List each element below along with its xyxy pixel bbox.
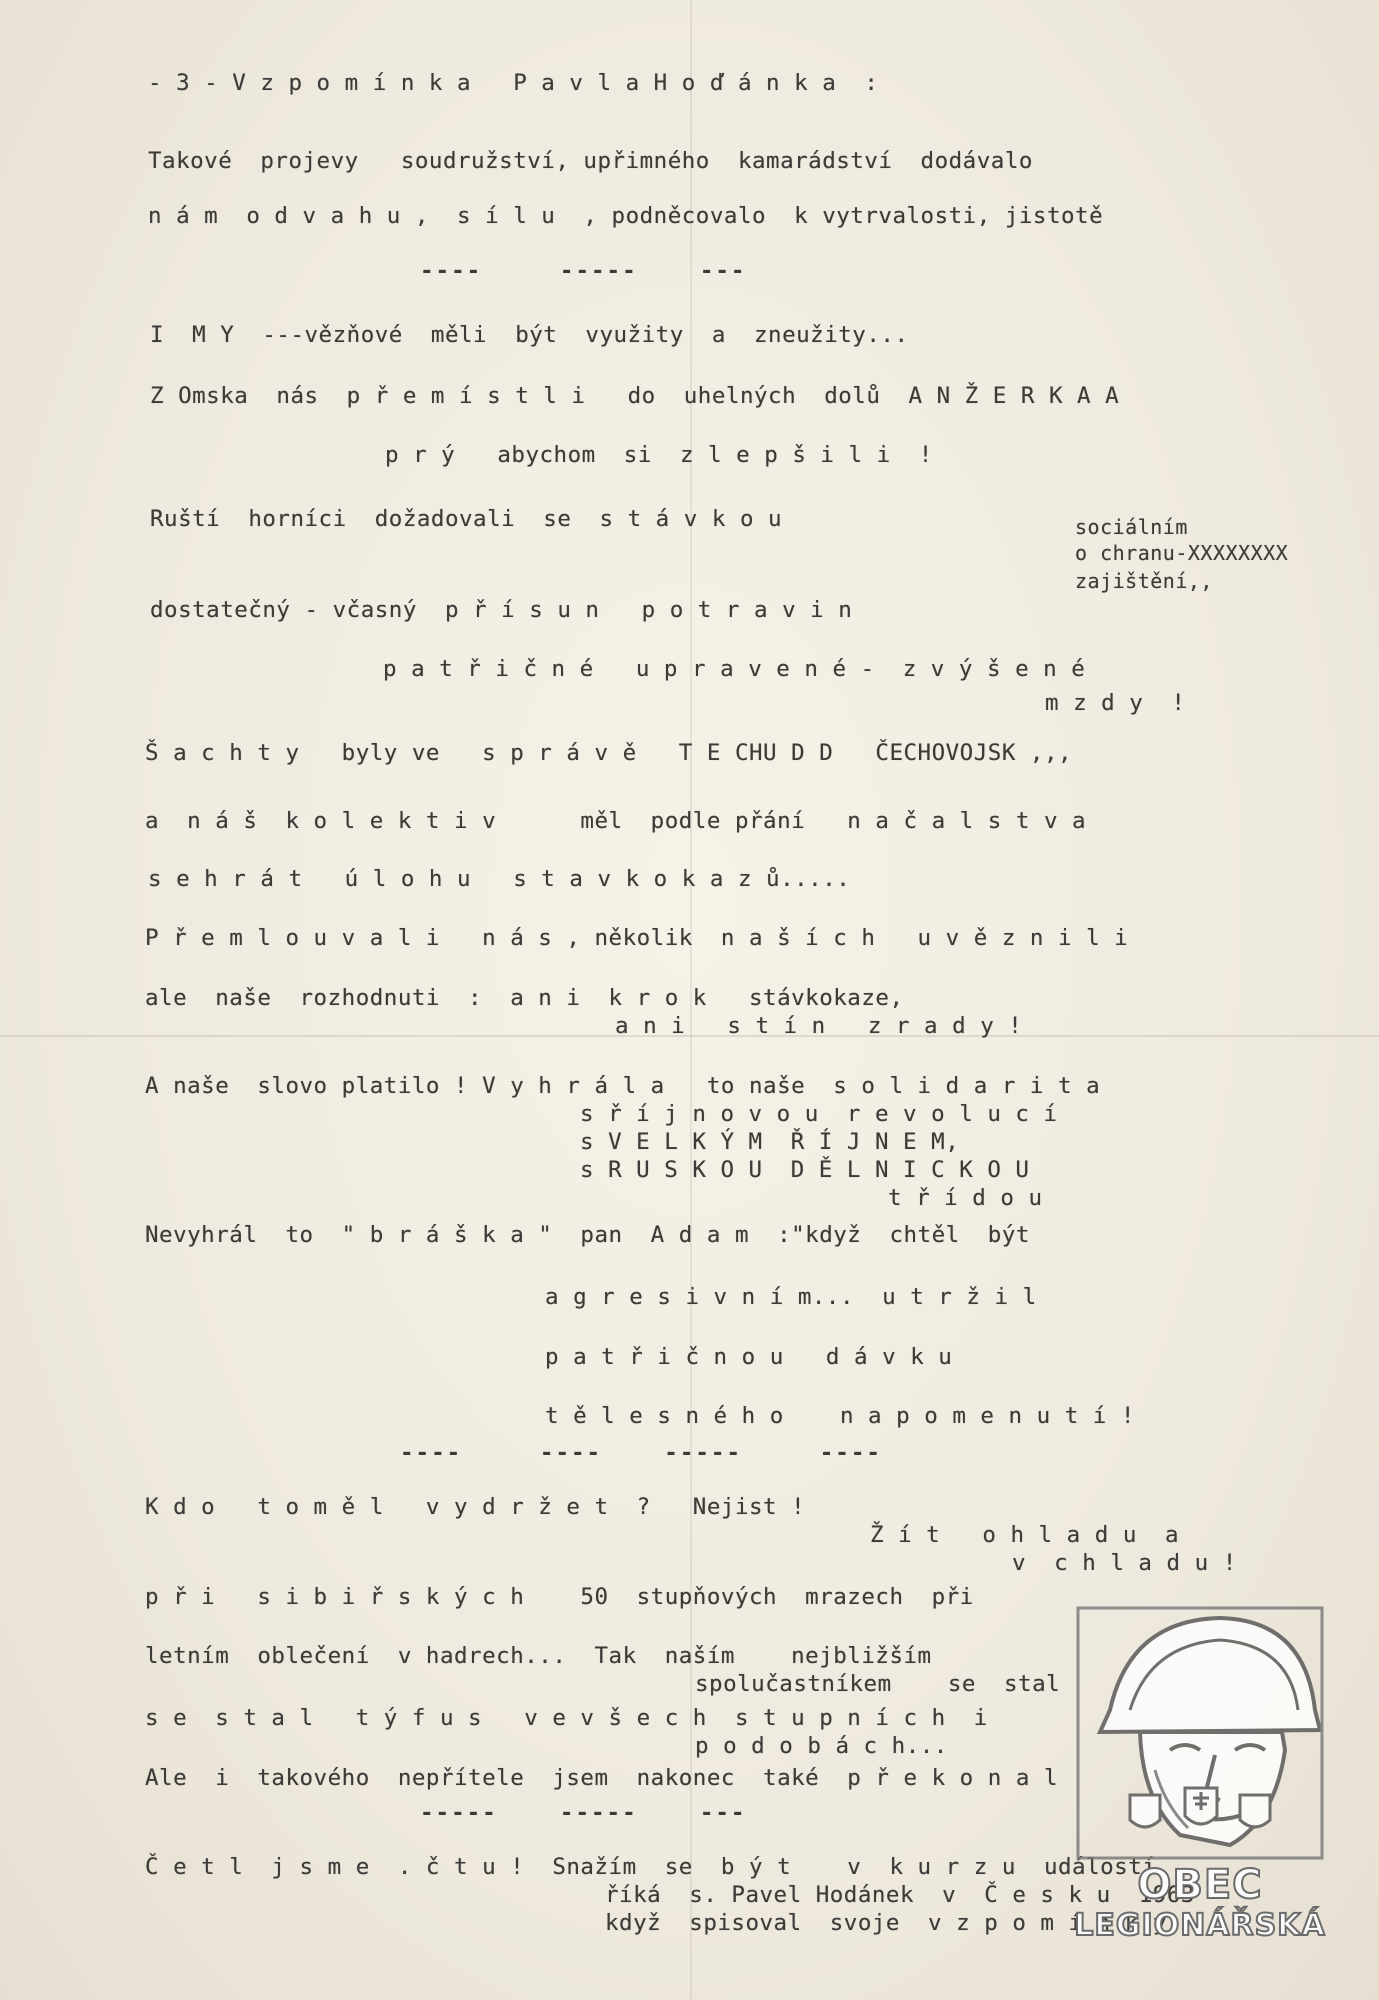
text-line: t ř í d o u bbox=[888, 1185, 1043, 1211]
stamp-text-obec: OBEC bbox=[1137, 1862, 1263, 1908]
stamp-text-legionarska: LEGIONÁŘSKÁ bbox=[1074, 1908, 1326, 1943]
text-line: letním oblečení v hadrech... Tak naším nejbližším bbox=[145, 1643, 932, 1669]
text-line: Ale i takového nepřítele jsem nakonec také p ř e k o n a l bbox=[145, 1765, 1058, 1791]
separator-line: ----- ----- --- bbox=[420, 1800, 747, 1826]
separator-line: ---- ----- --- bbox=[420, 258, 747, 284]
text-line: s e h r á t ú l o h u s t a v k o k a z ů..... bbox=[148, 866, 851, 892]
text-line: Z Omska nás p ř e m í s t l i do uhelných dolů A N Ž E R K A A bbox=[150, 383, 1120, 409]
text-line: s R U S K O U D Ě L N I C K O U bbox=[580, 1157, 1030, 1183]
text-line: p a t ř i č n o u d á v k u bbox=[545, 1344, 953, 1370]
text-line: m z d y ! bbox=[1045, 690, 1186, 716]
text-line: s ř í j n o v o u r e v o l u c í bbox=[580, 1101, 1058, 1127]
text-line: p a t ř i č n é u p r a v e n é - z v ý š e n é bbox=[383, 656, 1086, 682]
text-line: Š a c h t y byly ve s p r á v ě T E CHU D D ČECHOVOJSK ,,, bbox=[145, 740, 1073, 766]
text-line: n á m o d v a h u , s í l u , podněcovalo k vytrvalosti, jistotě bbox=[148, 203, 1104, 229]
text-line: v c h l a d u ! bbox=[1012, 1550, 1237, 1576]
text-line: říká s. Pavel Hodánek v Č e s k u 1963 bbox=[605, 1882, 1195, 1908]
text-line: K d o t o m ě l v y d r ž e t ? Nejist ! bbox=[145, 1494, 806, 1520]
text-line: Ž í t o h l a d u a bbox=[870, 1522, 1180, 1548]
text-line: t ě l e s n é h o n a p o m e n u t í ! bbox=[545, 1403, 1135, 1429]
legionnaire-portrait-icon bbox=[1070, 1600, 1330, 1860]
text-line: Takové projevy soudružství, upřimného kamarádství dodávalo bbox=[148, 148, 1033, 174]
text-line: dostatečný - včasný p ř í s u n p o t r a v i n bbox=[150, 597, 853, 623]
text-line: p ř i s i b i ř s k ý c h 50 stupňových mrazech při bbox=[145, 1584, 974, 1610]
text-line: Č e t l j s m e . č t u ! Snažím se b ý t v k u r z u událostí.. bbox=[145, 1854, 1185, 1880]
text-line: a g r e s i v n í m... u t r ž i l bbox=[545, 1284, 1037, 1310]
text-line: Ruští horníci dožadovali se s t á v k o u bbox=[150, 506, 783, 532]
margin-note-line: sociálním bbox=[1075, 515, 1188, 539]
text-line: a n i s t í n z r a d y ! bbox=[615, 1013, 1023, 1039]
text-line: I M Y ---vězňové měli být využity a zneužity... bbox=[150, 322, 909, 348]
text-line: s e s t a l t ý f u s v e v š e c h s t u p n í c h i bbox=[145, 1705, 988, 1731]
separator-line: ---- ---- ----- ---- bbox=[400, 1440, 882, 1466]
text-line: s V E L K Ý M Ř Í J N E M, bbox=[580, 1129, 960, 1155]
text-line: ale naše rozhodnuti : a n i k r o k stávkokaze, bbox=[145, 985, 904, 1011]
heading-line: - 3 - V z p o m í n k a P a v l a H o ď á n k a : bbox=[148, 70, 879, 96]
obec-legionarska-stamp bbox=[1070, 1600, 1330, 1990]
text-line: p o d o b á c h... bbox=[695, 1733, 948, 1759]
text-line: a n á š k o l e k t i v měl podle přání n a č a l s t v a bbox=[145, 808, 1087, 834]
text-line: když spisoval svoje v z p o m í n k y bbox=[605, 1910, 1167, 1936]
margin-note-line: zajištění,, bbox=[1075, 569, 1213, 593]
text-line: spolučastníkem se stal bbox=[695, 1671, 1061, 1697]
margin-note-line: o chranu-XXXXXXXX bbox=[1075, 541, 1289, 565]
text-line: P ř e m l o u v a l i n á s , několik n a š í c h u v ě z n i l i bbox=[145, 925, 1129, 951]
text-line: p r ý abychom si z l e p š i l i ! bbox=[385, 442, 933, 468]
text-line: A naše slovo platilo ! V y h r á l a to naše s o l i d a r i t a bbox=[145, 1073, 1101, 1099]
text-line: Nevyhrál to " b r á š k a " pan A d a m :"když chtěl být bbox=[145, 1222, 1030, 1248]
